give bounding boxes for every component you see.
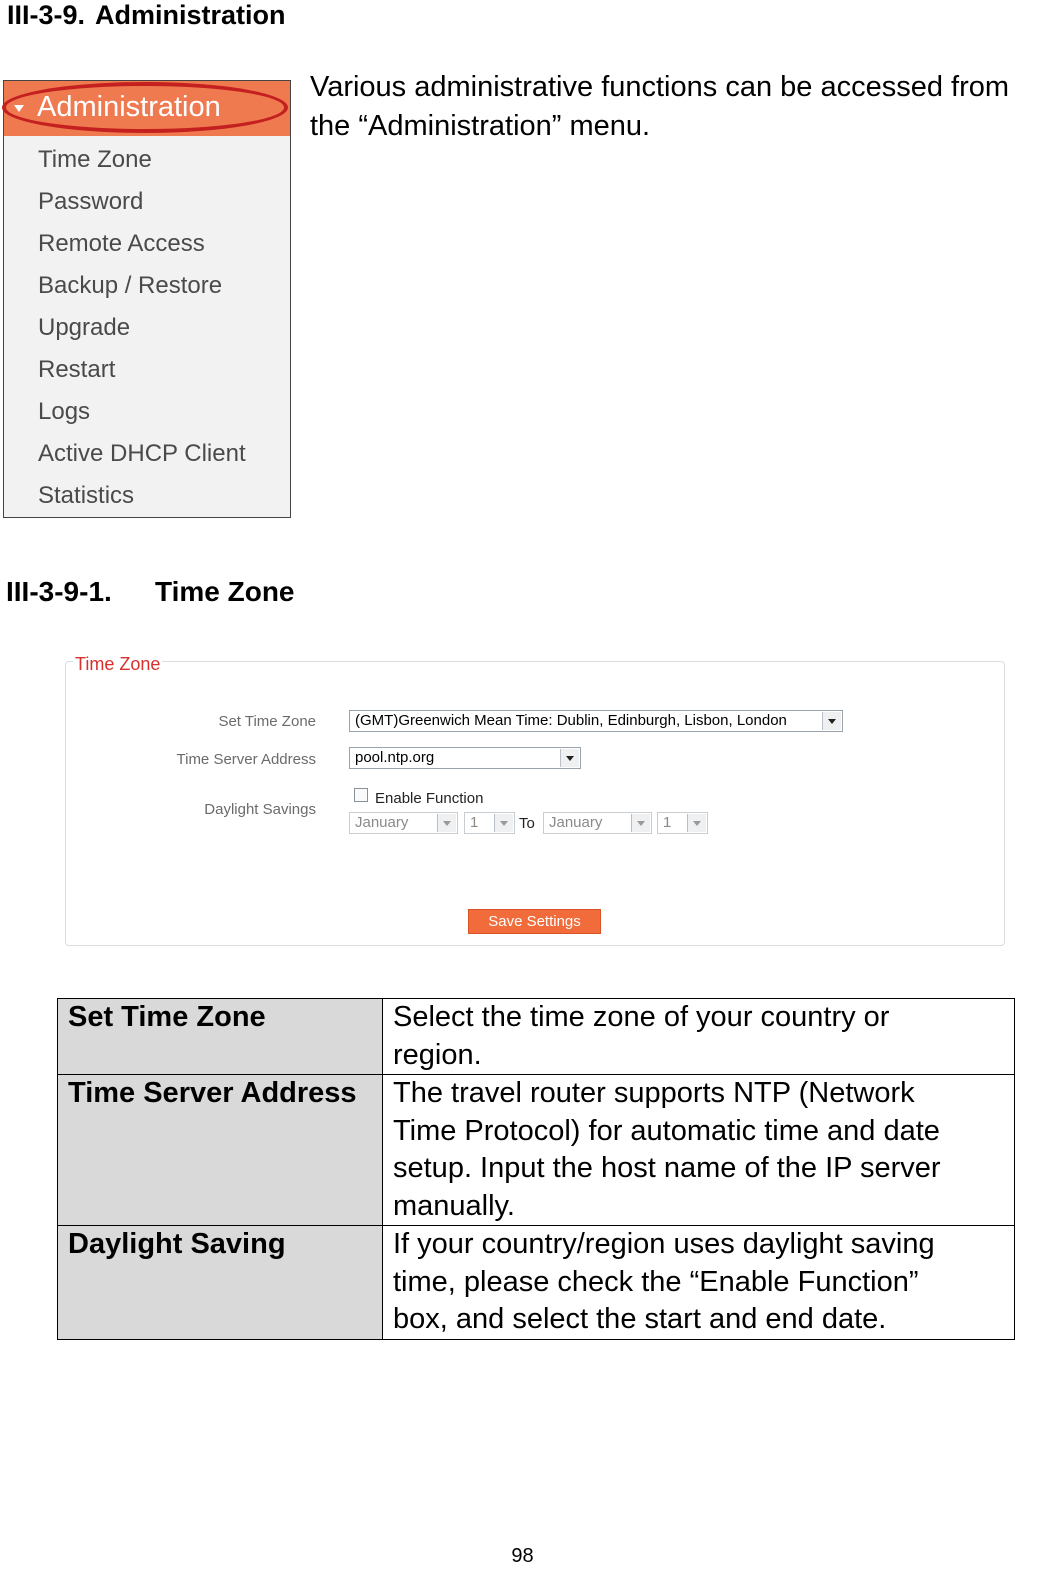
subsection-number: III-3-9-1.: [6, 576, 112, 607]
dst-end-day-value: 1: [663, 814, 672, 831]
time-server-input[interactable]: [349, 747, 581, 769]
menu-item-restart[interactable]: Restart: [38, 356, 116, 383]
dst-start-month-value: January: [355, 814, 409, 831]
definition-desc: [383, 1226, 1015, 1340]
desc-line: If your country/region uses daylight saving: [393, 1228, 935, 1260]
dst-start-day-select[interactable]: [464, 812, 515, 834]
daylight-savings-label: Daylight Savings: [204, 801, 316, 818]
admin-menu-header-label: Administration: [37, 91, 221, 123]
menu-item-backup-restore[interactable]: Backup / Restore: [38, 272, 223, 299]
section-title: Administration: [95, 0, 286, 30]
menu-item-active-dhcp-client[interactable]: Active DHCP Client: [38, 440, 246, 467]
dst-end-day-select[interactable]: [657, 812, 708, 834]
dst-start-day-value: 1: [470, 814, 479, 831]
desc-line: setup. Input the host name of the IP server: [393, 1152, 941, 1184]
subsection-title: Time Zone: [155, 576, 295, 607]
menu-item-remote-access[interactable]: Remote Access: [38, 230, 205, 257]
intro-paragraph: [310, 68, 1045, 146]
table-row: [58, 1226, 1015, 1340]
menu-item-upgrade[interactable]: Upgrade: [38, 314, 131, 341]
definition-term: Time Server Address: [58, 1075, 383, 1226]
table-row: [58, 999, 1015, 1075]
desc-line: time, please check the “Enable Function”: [393, 1265, 919, 1298]
admin-menu-header[interactable]: [4, 81, 290, 136]
expand-arrow-icon: [14, 105, 24, 112]
time-server-value: pool.ntp.org: [355, 749, 435, 766]
chevron-down-icon[interactable]: [437, 814, 456, 832]
desc-line: The travel router supports NTP (Network: [393, 1077, 915, 1109]
chevron-down-icon[interactable]: [687, 814, 706, 832]
chevron-down-icon[interactable]: [560, 749, 579, 767]
desc-line: region.: [393, 1038, 482, 1071]
menu-item-statistics[interactable]: Statistics: [38, 482, 135, 509]
time-server-label: Time Server Address: [176, 751, 316, 768]
definition-desc: [383, 999, 1015, 1075]
dst-end-month-select[interactable]: [543, 812, 652, 834]
admin-menu-items: [38, 141, 246, 519]
chevron-down-icon[interactable]: [822, 712, 841, 730]
section-heading: [7, 0, 286, 31]
save-settings-button[interactable]: Save Settings: [468, 909, 601, 934]
menu-item-password[interactable]: Password: [38, 188, 144, 215]
dst-start-month-select[interactable]: [349, 812, 458, 834]
dst-end-month-value: January: [549, 814, 603, 831]
set-time-zone-label: Set Time Zone: [218, 713, 316, 730]
menu-item-logs[interactable]: Logs: [38, 398, 91, 425]
enable-function-checkbox[interactable]: [354, 788, 368, 802]
menu-item-time-zone[interactable]: Time Zone: [38, 146, 152, 173]
timezone-panel-title: Time Zone: [75, 654, 161, 674]
desc-line: Select the time zone of your country or: [393, 1001, 890, 1033]
definition-desc: [383, 1075, 1015, 1226]
time-zone-select[interactable]: [349, 710, 843, 732]
desc-line: manually.: [393, 1189, 515, 1222]
enable-function-label: Enable Function: [375, 790, 484, 807]
chevron-down-icon[interactable]: [494, 814, 513, 832]
desc-line: Time Protocol) for automatic time and date: [393, 1114, 940, 1147]
admin-menu: [3, 80, 291, 518]
definitions-table: [57, 998, 1015, 1340]
table-row: [58, 1075, 1015, 1226]
definition-term: Set Time Zone: [58, 999, 383, 1075]
desc-line: box, and select the start and end date.: [393, 1303, 887, 1335]
definition-term: Daylight Saving: [58, 1226, 383, 1340]
subsection-heading: [6, 576, 295, 608]
intro-line: the “Administration” menu.: [310, 110, 651, 142]
section-number: III-3-9.: [7, 0, 86, 30]
to-label: To: [519, 815, 535, 832]
page-number: 98: [511, 1545, 534, 1567]
time-zone-select-value: (GMT)Greenwich Mean Time: Dublin, Edinburgh, Lisbon, London: [355, 712, 787, 729]
intro-line: Various administrative functions can be accessed from: [310, 71, 1010, 103]
chevron-down-icon[interactable]: [631, 814, 650, 832]
